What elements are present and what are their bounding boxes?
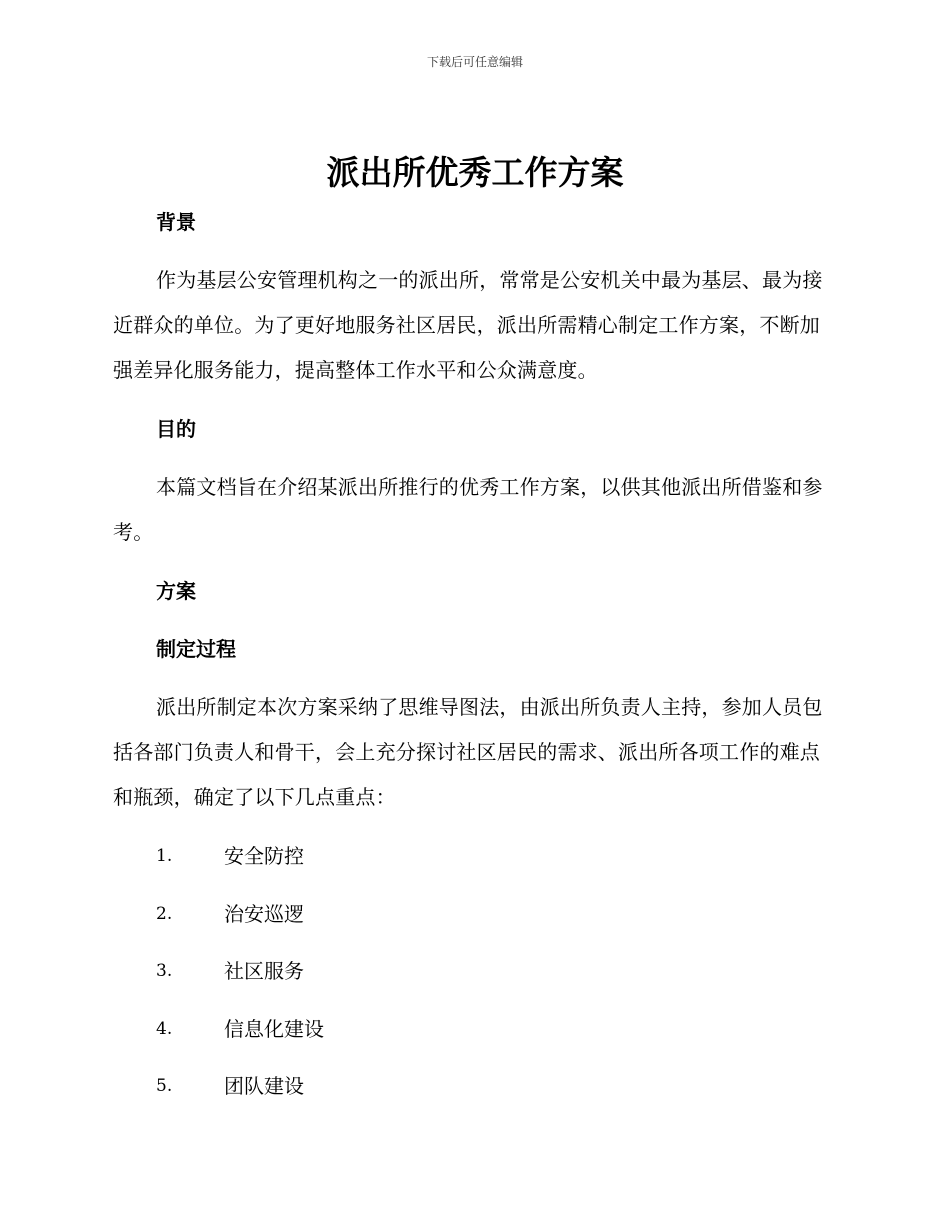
list-item: [113, 1007, 833, 1065]
section-heading-plan: 方案: [156, 579, 196, 603]
list-item-number: 5.: [156, 1076, 173, 1096]
spacer: [113, 671, 833, 685]
paragraph-background: 作为基层公安管理机构之一的派出所，常常是公安机关中最为基层、最为接近群众的单位。为了更好地服务社区居民，派出所需精心制定工作方案，不断加强差异化服务能力，提高整体工作水平和公众满意度。: [113, 268, 823, 382]
list-item: [113, 949, 833, 1007]
key-points-list: [113, 834, 833, 1122]
list-item-text: 信息化建设: [224, 1016, 324, 1041]
paragraph-process: 派出所制定本次方案采纳了思维导图法，由派出所负责人主持，参加人员包括各部门负责人和骨干，会上充分探讨社区居民的需求、派出所各项工作的难点和瓶颈，确定了以下几点重点：: [113, 695, 823, 809]
document-title: 派出所优秀工作方案: [326, 153, 624, 192]
paragraph-purpose: 本篇文档旨在介绍某派出所推行的优秀工作方案，以供其他派出所借鉴和参考。: [113, 475, 823, 544]
spacer: [113, 555, 833, 569]
list-item-number: 1.: [156, 846, 173, 866]
spacer: [113, 820, 833, 834]
list-item-text: 安全防控: [224, 844, 304, 868]
list-item-text: 治安巡逻: [224, 901, 304, 926]
spacer: [113, 613, 833, 627]
list-item: [113, 1064, 833, 1122]
spacer: [113, 244, 833, 258]
list-item: [113, 892, 833, 950]
section-heading-purpose: 目的: [156, 417, 196, 441]
list-item-text: 团队建设: [224, 1074, 304, 1098]
list-item: [113, 834, 833, 892]
page-header-note: 下载后可任意编辑: [426, 55, 523, 69]
spacer: [113, 393, 833, 407]
section-heading-process: 制定过程: [156, 637, 236, 661]
section-heading-background: 背景: [156, 210, 196, 234]
spacer: [113, 451, 833, 465]
list-item-text: 社区服务: [224, 959, 304, 983]
document-body: [113, 200, 833, 1122]
list-item-number: 2.: [156, 903, 173, 924]
list-item-number: 4.: [156, 1018, 173, 1039]
list-item-number: 3.: [156, 961, 173, 981]
